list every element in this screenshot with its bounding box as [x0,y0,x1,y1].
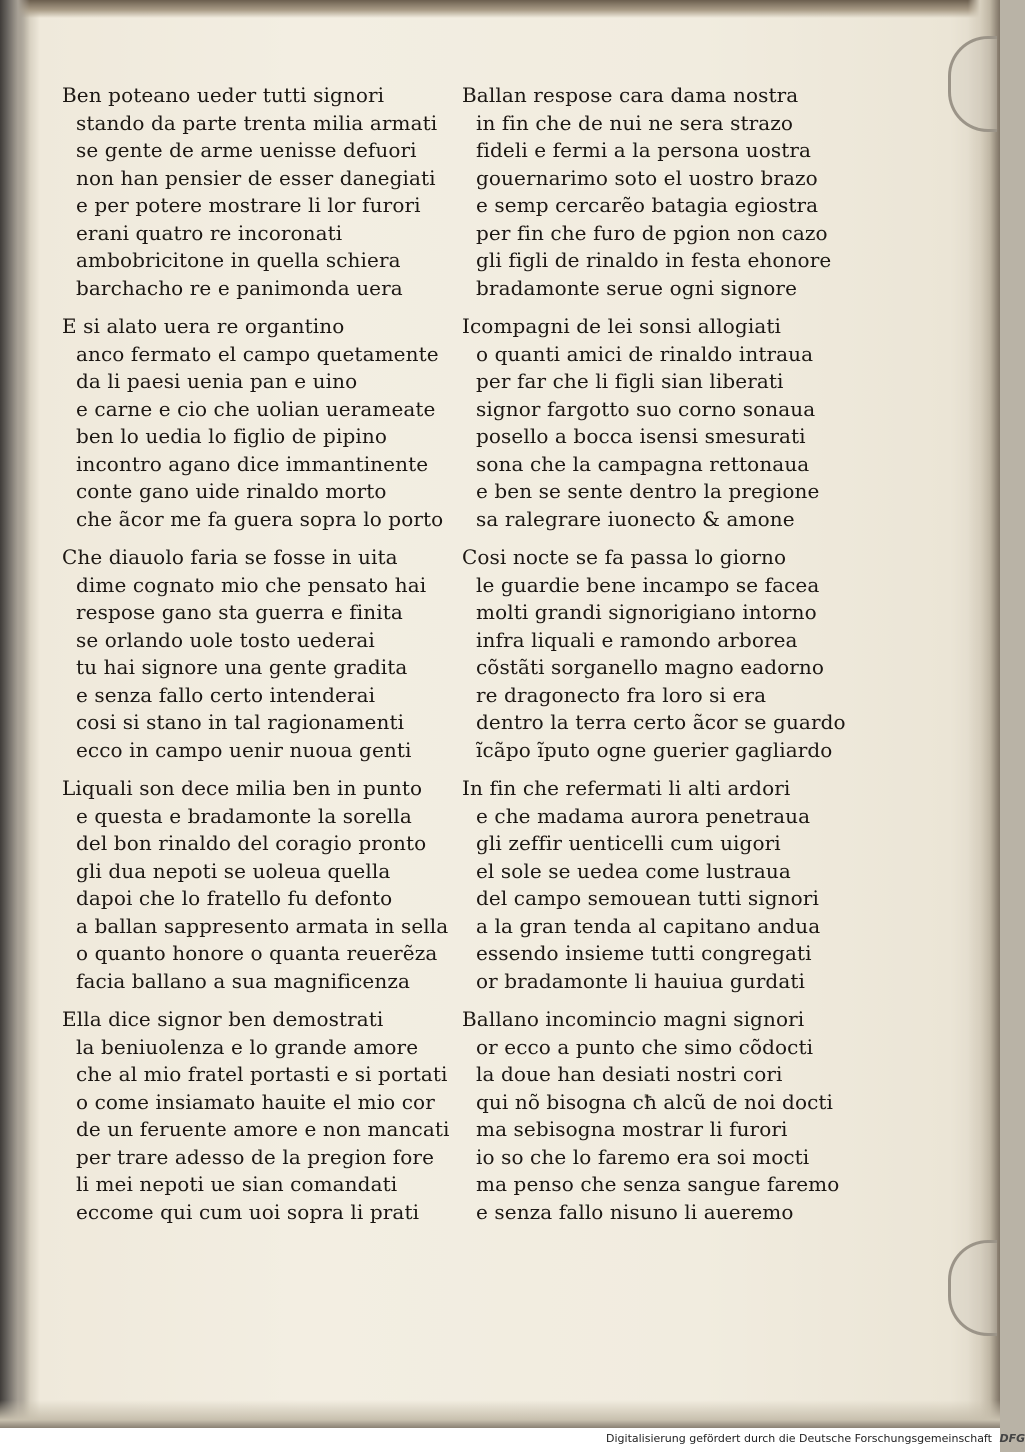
stanza-gap [462,995,862,1006]
verse-line: a ballan sappresento armata in sella [76,913,449,938]
verse-line: Ballan respose cara dama nostra [462,83,799,107]
verse-line: che ãcor me fa guera sopra lo porto [76,506,444,531]
verse-line: e questa e bradamonte la sorella [76,803,412,828]
verse-line: le guardie bene incampo se facea [476,572,820,597]
verse-line: in fin che de nui ne sera strazo [476,110,794,135]
verse-line: o quanto honore o quanta reuerẽza [76,941,438,965]
verse-line: Liquali son dece milia ben in punto [62,776,423,800]
verse-line: gouernarimo soto el uostro brazo [476,165,818,190]
verse-line: signor fargotto suo corno sonaua [476,396,816,421]
verse-line: e senza fallo nisuno li aueremo [476,1199,794,1224]
verse-line: gli figli de rinaldo in festa ehonore [476,248,832,272]
right-page-edge [968,0,1000,1428]
verse-line: per trare adesso de la pregion fore [76,1144,435,1169]
verse-line: Cosi nocte se fa passa lo giorno [462,545,787,569]
verse-line: e semp cercarẽo batagia egiostra [476,193,819,217]
verse-line: li mei nepoti ue sian comandati [76,1172,398,1196]
stanza [62,82,462,302]
verse-line: anco fermato el campo quetamente [76,341,439,366]
verse-line: ma penso che senza sangue faremo [476,1172,840,1196]
verse-line: io so che lo faremo era soi mocti [476,1144,810,1169]
stanza [62,313,462,533]
verse-line: qui nõ bisogna cħ alcũ de noi docti [476,1089,834,1114]
verse-line: dentro la terra certo ãcor se guardo [476,710,846,734]
verse-line: eccome qui cum uoi sopra li prati [76,1199,420,1224]
verse-line: sona che la campagna rettonaua [476,451,810,476]
verse-line: per far che li figli sian liberati [476,369,784,393]
verse-line: ĩcãpo ĩputo ogne guerier gagliardo [476,737,833,762]
verse-line: molti grandi signorigiano intorno [476,600,817,624]
verse-line: la doue han desiati nostri cori [476,1062,783,1086]
stanza [62,544,462,764]
stanza-gap [462,302,862,313]
verse-line: de un feruente amore e non mancati [76,1117,450,1141]
verse-line: e che madama aurora penetraua [476,803,811,828]
stanza-gap [62,995,462,1006]
verse-line: gli dua nepoti se uoleua quella [76,858,391,883]
verse-line: da li paesi uenia pan e uino [76,369,358,393]
verse-line: dapoi che lo fratello fu defonto [76,886,393,910]
verse-line: bradamonte serue ogni signore [476,275,798,300]
verse-line: el sole se uedea come lustraua [476,858,791,883]
book-spine-shadow [0,0,30,1452]
verse-line: Ben poteano ueder tutti signori [62,83,385,107]
stanza [62,1006,462,1226]
verse-line: che al mio fratel portasti e si portati [76,1062,448,1086]
bottom-shadow [0,1400,1000,1428]
verse-line: facia ballano a sua magnificenza [76,968,410,993]
verse-line: essendo insieme tutti congregati [476,941,812,965]
verse-line: Icompagni de lei sonsi allogiati [462,314,781,338]
verse-line: Ella dice signor ben demostrati [62,1007,384,1031]
verse-line: E si alato uera re organtino [62,314,345,338]
verse-line: Che diauolo faria se fosse in uita [62,545,398,569]
verse-line: non han pensier de esser danegiati [76,165,436,190]
verse-line: o come insiamato hauite el mio cor [76,1089,435,1114]
verse-line: ma sebisogna mostrar li furori [476,1117,788,1141]
verse-line: Ballano incomincio magni signori [462,1007,805,1031]
verse-line: se gente de arme uenisse defuori [76,138,417,162]
verse-line: o quanti amici de rinaldo intraua [476,341,814,366]
verse-line: dime cognato mio che pensato hai [76,572,427,597]
verse-line: cõstãti sorganello magno eadorno [476,655,825,679]
verse-line: e carne e cio che uolian uerameate [76,396,436,421]
right-text-column [462,82,862,1226]
stanza [462,544,862,764]
credit-text: Digitalisierung gefördert durch die Deutsche Forschungsgemeinschaft [606,1432,992,1445]
verse-line: la beniuolenza e lo grande amore [76,1034,419,1059]
verse-line: or bradamonte li hauiua gurdati [476,968,805,993]
verse-line: cosi si stano in tal ragionamenti [76,710,405,734]
left-text-column [62,82,462,1226]
verse-line: posello a bocca isensi smesurati [476,424,806,448]
verse-line: incontro agano dice immantinente [76,451,429,476]
verse-line: or ecco a punto che simo cõdocti [476,1034,814,1059]
stanza-gap [62,764,462,775]
stanza-gap [462,764,862,775]
verse-line: respose gano sta guerra e finita [76,600,403,624]
verse-line: e senza fallo certo intenderai [76,682,376,707]
verse-line: ecco in campo uenir nuoua genti [76,737,412,762]
stanza [462,775,862,995]
verse-line: ben lo uedia lo figlio de pipino [76,424,387,448]
dfg-logo: DFG [999,1432,1025,1445]
verse-line: conte gano uide rinaldo morto [76,479,387,503]
verse-line: gli zeffir uenticelli cum uigori [476,831,781,855]
verse-line: erani quatro re incoronati [76,220,343,245]
verse-line: tu hai signore una gente gradita [76,655,408,679]
verse-line: sa ralegrare iuonecto & amone [476,506,795,531]
verse-line: del bon rinaldo del coragio pronto [76,831,427,855]
top-shadow [0,0,1000,18]
stanza [462,82,862,302]
verse-line: In fin che refermati li alti ardori [462,776,791,800]
stanza [462,1006,862,1226]
stanza-gap [62,302,462,313]
verse-line: stando da parte trenta milia armati [76,110,438,135]
verse-line: fideli e fermi a la persona uostra [476,138,812,162]
page-clip-top [948,36,997,132]
stanza-gap [462,533,862,544]
verse-line: e per potere mostrare li lor furori [76,193,421,217]
stanza [62,775,462,995]
verse-line: a la gran tenda al capitano andua [476,913,821,938]
verse-line: barchacho re e panimonda uera [76,275,403,300]
verse-line: del campo semouean tutti signori [476,886,819,910]
digitization-credit [606,1430,1025,1448]
verse-line: infra liquali e ramondo arborea [476,627,798,652]
verse-line: se orlando uole tosto uederai [76,627,375,652]
verse-line: per fin che furo de pgion non cazo [476,220,828,245]
verse-line: ambobricitone in quella schiera [76,248,401,272]
verse-line: e ben se sente dentro la pregione [476,479,820,503]
verse-line: re dragonecto fra loro si era [476,682,767,707]
page-clip-bottom [948,1240,997,1336]
stanza-gap [62,533,462,544]
stanza [462,313,862,533]
